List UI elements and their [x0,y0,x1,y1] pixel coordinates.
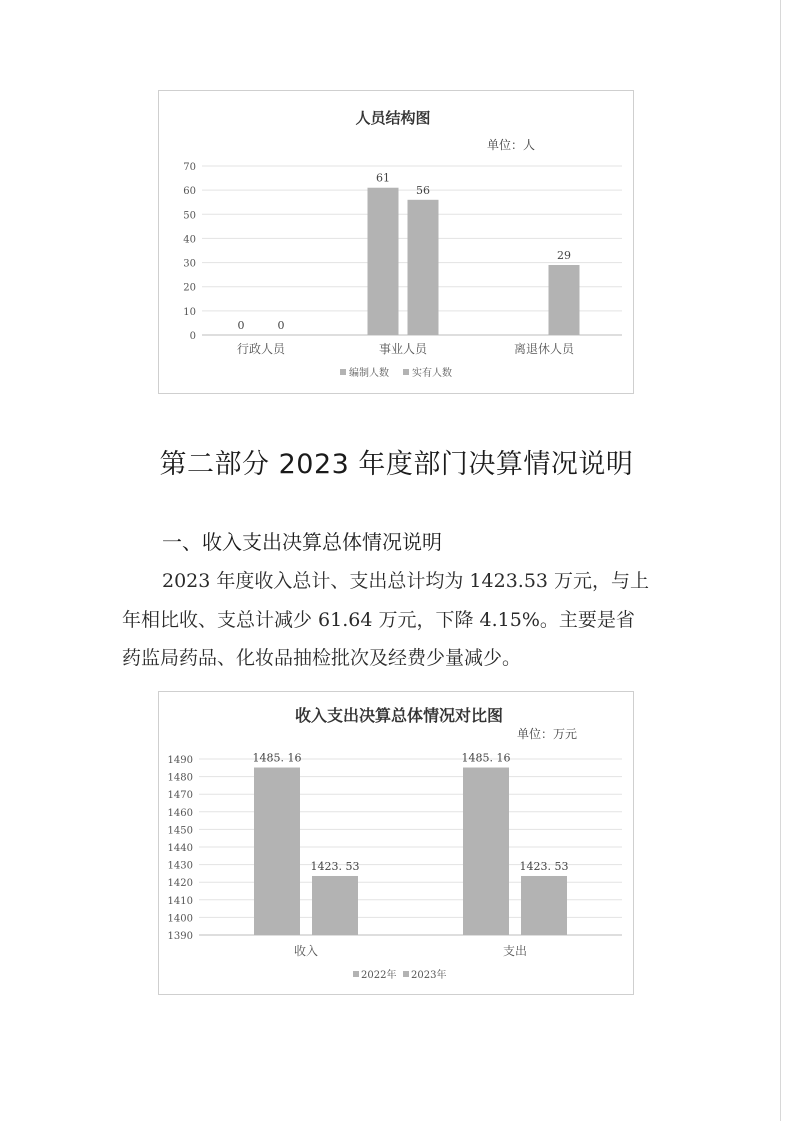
budget-chart-unit: 单位：万元 [517,727,578,741]
budget-y-tick-label: 1440 [167,843,193,854]
budget-chart-box [158,691,634,995]
budget-y-tick-label: 1400 [167,913,193,925]
budget-chart [159,692,633,994]
budget-y-tick-label: 1460 [167,807,193,819]
section-subheading: 一、收入支出决算总体情况说明 [162,530,442,554]
paragraph-line: 2023 年度收入总计、支出总计均为 1423.53 万元，与上 [162,570,650,592]
budget-bar [521,876,567,935]
budget-y-tick-label: 1480 [167,772,193,784]
budget-y-tick-label: 1450 [167,825,193,837]
legend-label-staff-quota: 编制人数 [349,368,389,379]
staff-y-tick-label: 70 [183,162,196,173]
budget-category-label: 支出 [502,944,528,958]
staff-chart-box [158,90,634,394]
budget-y-tick-label: 1420 [167,878,193,890]
staff-chart [159,91,633,393]
budget-chart-title: 收入支出决算总体情况对比图 [294,706,504,725]
legend-swatch-2022 [353,971,359,977]
staff-data-label: 61 [376,171,390,185]
legend-label-staff-actual: 实有人数 [412,368,452,379]
budget-bar [312,876,358,935]
budget-bar [254,768,300,935]
staff-y-tick-label: 30 [183,258,196,270]
staff-chart-title: 人员结构图 [355,109,431,127]
staff-bar [549,265,580,335]
budget-y-tick-label: 1490 [167,755,193,766]
paragraph-line: 药监局药品、化妆品抽检批次及经费少量减少。 [122,647,522,669]
budget-y-tick-label: 1470 [167,790,193,802]
staff-y-tick-label: 60 [183,186,196,198]
budget-y-tick-label: 1410 [167,895,193,907]
legend-label-2022: 2022年 [361,970,397,981]
budget-y-tick-label: 1390 [167,931,193,942]
staff-category-label: 离退休人员 [513,342,575,356]
budget-data-label: 1423. 53 [519,859,569,873]
budget-data-label: 1485. 16 [461,751,511,765]
budget-y-tick-label: 1430 [167,860,193,872]
legend-swatch-staff-actual [403,369,409,375]
page-edge-line [780,0,781,1121]
staff-data-label: 29 [557,248,571,262]
staff-y-tick-label: 0 [189,331,196,342]
staff-chart-unit: 单位：人 [487,138,536,152]
section-heading: 第二部分 2023 年度部门决算情况说明 [159,449,634,480]
budget-bar [463,768,509,935]
staff-data-label: 0 [237,319,245,332]
budget-data-label: 1423. 53 [310,859,360,873]
staff-y-tick-label: 40 [183,234,196,246]
budget-data-label: 1485. 16 [252,751,302,765]
staff-category-label: 行政人员 [236,342,286,356]
legend-label-2023: 2023年 [411,970,447,981]
staff-y-tick-label: 10 [183,306,196,318]
legend-swatch-staff-quota [340,369,346,375]
staff-y-tick-label: 50 [183,210,196,222]
staff-y-tick-label: 20 [183,282,196,294]
staff-bar [368,188,399,335]
paragraph-line: 年相比收、支总计减少 61.64 万元，下降 4.15%。主要是省 [122,609,635,631]
staff-data-label: 56 [416,183,430,197]
staff-category-label: 事业人员 [378,342,428,356]
staff-data-label: 0 [277,319,285,332]
budget-category-label: 收入 [293,944,319,958]
legend-swatch-2023 [403,971,409,977]
staff-bar [408,200,439,335]
